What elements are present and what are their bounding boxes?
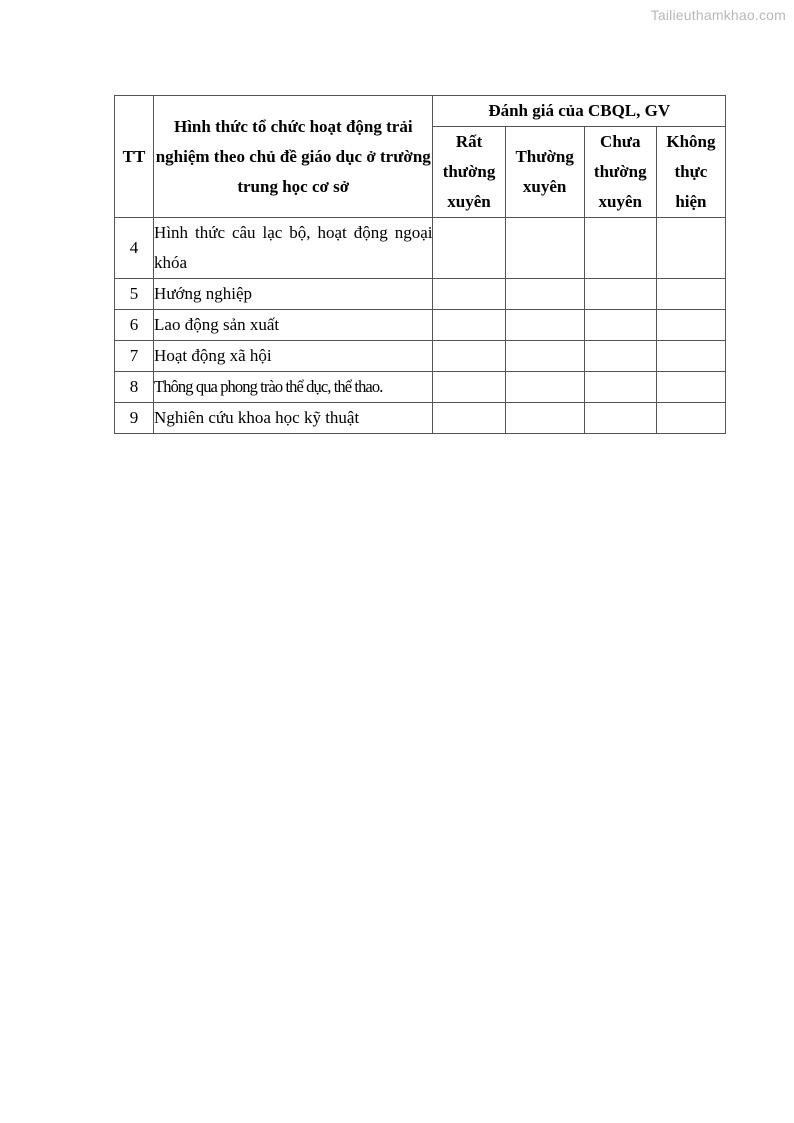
header-rating-very-frequent: Rất thường xuyên: [433, 127, 505, 218]
rating-cell[interactable]: [433, 341, 505, 372]
rating-cell[interactable]: [584, 341, 656, 372]
rating-cell[interactable]: [656, 279, 725, 310]
header-rating-not-frequent: Chưa thường xuyên: [584, 127, 656, 218]
row-number: 8: [115, 372, 154, 403]
table-row: [115, 341, 726, 372]
header-tt: TT: [115, 96, 154, 218]
rating-cell[interactable]: [433, 310, 505, 341]
row-activity-name: Nghiên cứu khoa học kỹ thuật: [154, 403, 433, 434]
rating-cell[interactable]: [505, 310, 584, 341]
rating-cell[interactable]: [433, 372, 505, 403]
row-number: 4: [115, 218, 154, 279]
rating-cell[interactable]: [433, 218, 505, 279]
rating-cell[interactable]: [433, 403, 505, 434]
rating-cell[interactable]: [656, 341, 725, 372]
table-row: [115, 372, 726, 403]
rating-cell[interactable]: [505, 218, 584, 279]
table-row: [115, 218, 726, 279]
rating-cell[interactable]: [505, 403, 584, 434]
row-number: 9: [115, 403, 154, 434]
header-activity-form: Hình thức tổ chức hoạt động trải nghiệm theo chủ đề giáo dục ở trường trung học cơ sở: [154, 96, 433, 218]
rating-cell[interactable]: [584, 372, 656, 403]
row-activity-name: Hình thức câu lạc bộ, hoạt động ngoại khóa: [154, 218, 433, 279]
header-rating-not-done: Không thực hiện: [656, 127, 725, 218]
rating-cell[interactable]: [656, 218, 725, 279]
table-row: [115, 310, 726, 341]
row-number: 6: [115, 310, 154, 341]
rating-cell[interactable]: [656, 372, 725, 403]
rating-cell[interactable]: [505, 372, 584, 403]
rating-cell[interactable]: [584, 279, 656, 310]
rating-cell[interactable]: [584, 218, 656, 279]
watermark: Tailieuthamkhao.com: [650, 7, 786, 23]
row-activity-name: Hướng nghiệp: [154, 279, 433, 310]
rating-cell[interactable]: [584, 403, 656, 434]
row-activity-name: Thông qua phong trào thể dục, thể thao.: [154, 372, 433, 403]
rating-cell[interactable]: [656, 403, 725, 434]
row-number: 7: [115, 341, 154, 372]
row-activity-name: Lao động sản xuất: [154, 310, 433, 341]
rating-cell[interactable]: [584, 310, 656, 341]
rating-cell[interactable]: [433, 279, 505, 310]
evaluation-table: [114, 95, 726, 434]
rating-cell[interactable]: [505, 279, 584, 310]
rating-cell[interactable]: [505, 341, 584, 372]
table-row: [115, 403, 726, 434]
header-evaluation-group: Đánh giá của CBQL, GV: [433, 96, 726, 127]
rating-cell[interactable]: [656, 310, 725, 341]
header-rating-frequent: Thường xuyên: [505, 127, 584, 218]
table-row: [115, 279, 726, 310]
row-number: 5: [115, 279, 154, 310]
row-activity-name: Hoạt động xã hội: [154, 341, 433, 372]
